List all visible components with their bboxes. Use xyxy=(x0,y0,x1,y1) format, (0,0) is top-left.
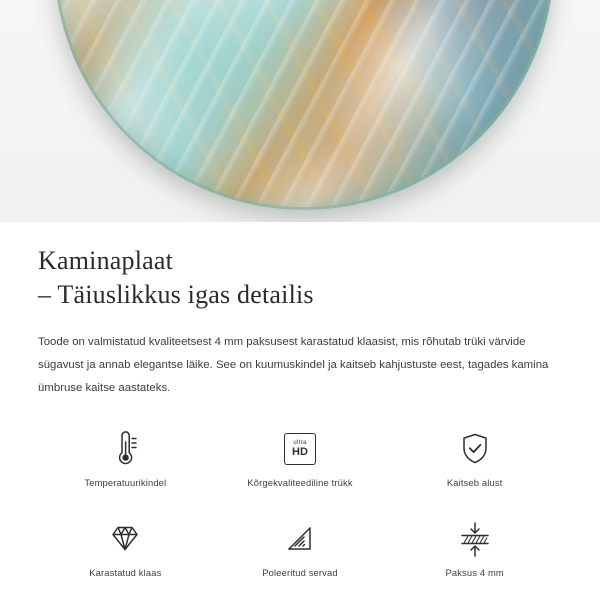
diamond-icon xyxy=(107,519,143,559)
feature-grid xyxy=(38,423,562,597)
feature-item xyxy=(38,513,213,597)
feature-item xyxy=(387,423,562,507)
badge-top-text: ultra xyxy=(293,439,307,446)
feature-label: Temperatuurikindel xyxy=(84,476,167,488)
headline-line-2: – Täiuslikkus igas detailis xyxy=(38,280,314,310)
shield-check-icon xyxy=(458,429,492,469)
thickness-arrows-icon xyxy=(455,519,495,559)
feature-item xyxy=(213,423,388,507)
product-description: Toode on valmistatud kvaliteetsest 4 mm paksusest karastatud klaasist, mis rõhutab trüki värvide sügavust ja annab elegantse läike. See on kuumuskindel ja kaitseb kahjustuste eest, tagades kamina ümbruse kaitse aastateks. xyxy=(38,335,549,395)
badge-bottom-text: HD xyxy=(292,445,308,458)
page-title xyxy=(38,222,562,313)
feature-label: Poleeritud servad xyxy=(262,566,338,578)
feature-item xyxy=(213,513,388,597)
feature-label: Paksus 4 mm xyxy=(445,566,504,578)
feature-item xyxy=(387,513,562,597)
ultra-hd-badge-icon xyxy=(284,429,316,469)
content-section xyxy=(0,222,600,597)
feature-label: Karastatud klaas xyxy=(89,566,162,578)
thermometer-icon xyxy=(108,429,142,469)
feature-label: Kaitseb alust xyxy=(446,476,503,488)
feature-label: Kõrgekvaliteediline trükk xyxy=(247,476,353,488)
feature-item xyxy=(38,423,213,507)
polished-edges-icon xyxy=(283,519,317,559)
hero-image xyxy=(0,0,600,222)
fireplace-plate-image xyxy=(54,0,554,210)
headline-line-1: Kaminaplaat xyxy=(38,246,174,275)
